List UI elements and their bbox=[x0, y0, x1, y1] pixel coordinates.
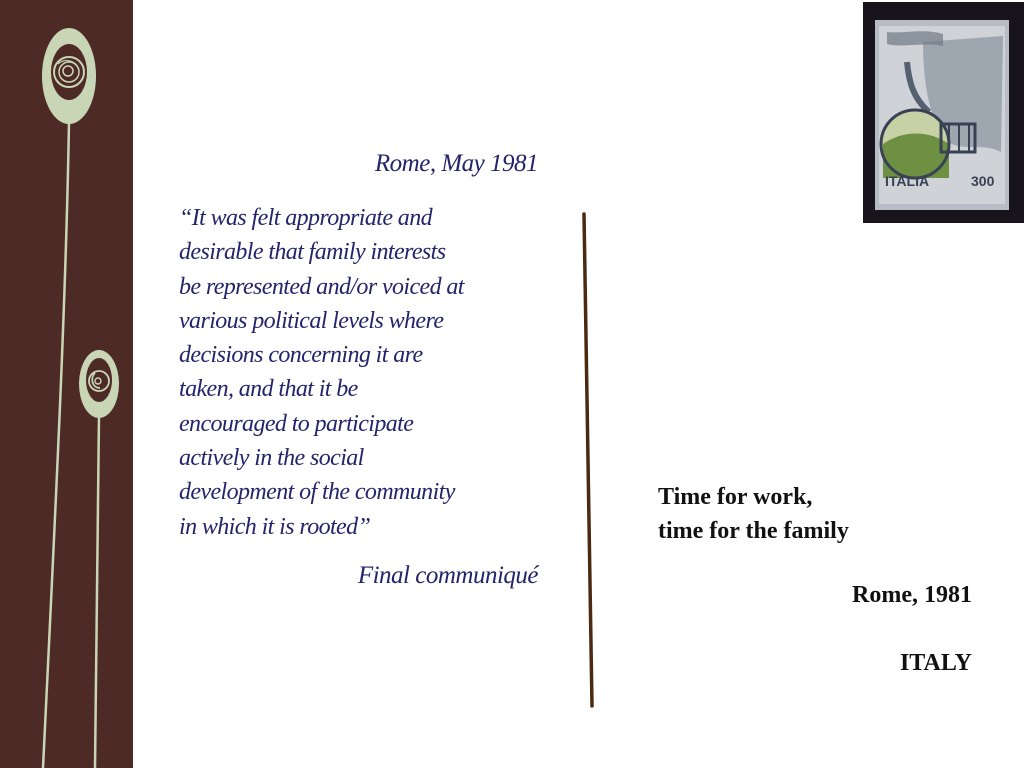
flower-stem-short bbox=[95, 415, 99, 768]
quote-location-date: Rome, May 1981 bbox=[374, 150, 538, 177]
quote-line: encouraged to participate bbox=[179, 410, 414, 437]
quote-line: various political levels where bbox=[179, 307, 444, 334]
stamp-illustration bbox=[863, 2, 1024, 223]
flower-stems-illustration bbox=[0, 0, 133, 768]
stamp-country-label: ITALIA bbox=[885, 173, 930, 189]
vertical-divider bbox=[578, 210, 602, 710]
quote-line: development of the community bbox=[179, 479, 455, 506]
quote-line: decisions concerning it are bbox=[179, 342, 423, 369]
stamp-place-year: Rome, 1981 bbox=[852, 582, 972, 608]
flower-bloom-top-icon bbox=[42, 28, 96, 124]
quote-attribution: Final communiqué bbox=[357, 562, 538, 589]
flower-bloom-bottom-icon bbox=[79, 350, 119, 418]
quote-text bbox=[179, 201, 549, 544]
stamp-title-line: time for the family bbox=[658, 518, 849, 544]
flower-stem-tall bbox=[43, 122, 69, 768]
stamp-value-label: 300 bbox=[971, 173, 995, 189]
quote-line: “It was felt appropriate and bbox=[179, 205, 432, 231]
italian-postage-stamp bbox=[863, 2, 1024, 223]
quote-line: actively in the social bbox=[179, 445, 364, 472]
stamp-country: ITALY bbox=[899, 650, 972, 676]
quote-line: in which it is rooted” bbox=[179, 513, 371, 540]
stamp-title-line: Time for work, bbox=[658, 484, 813, 510]
quote-line: taken, and that it be bbox=[179, 376, 358, 403]
side-decoration-band bbox=[0, 0, 133, 768]
quote-line: desirable that family interests bbox=[179, 239, 446, 266]
stamp-title bbox=[658, 480, 849, 548]
quote-line: be represented and/or voiced at bbox=[179, 273, 464, 300]
